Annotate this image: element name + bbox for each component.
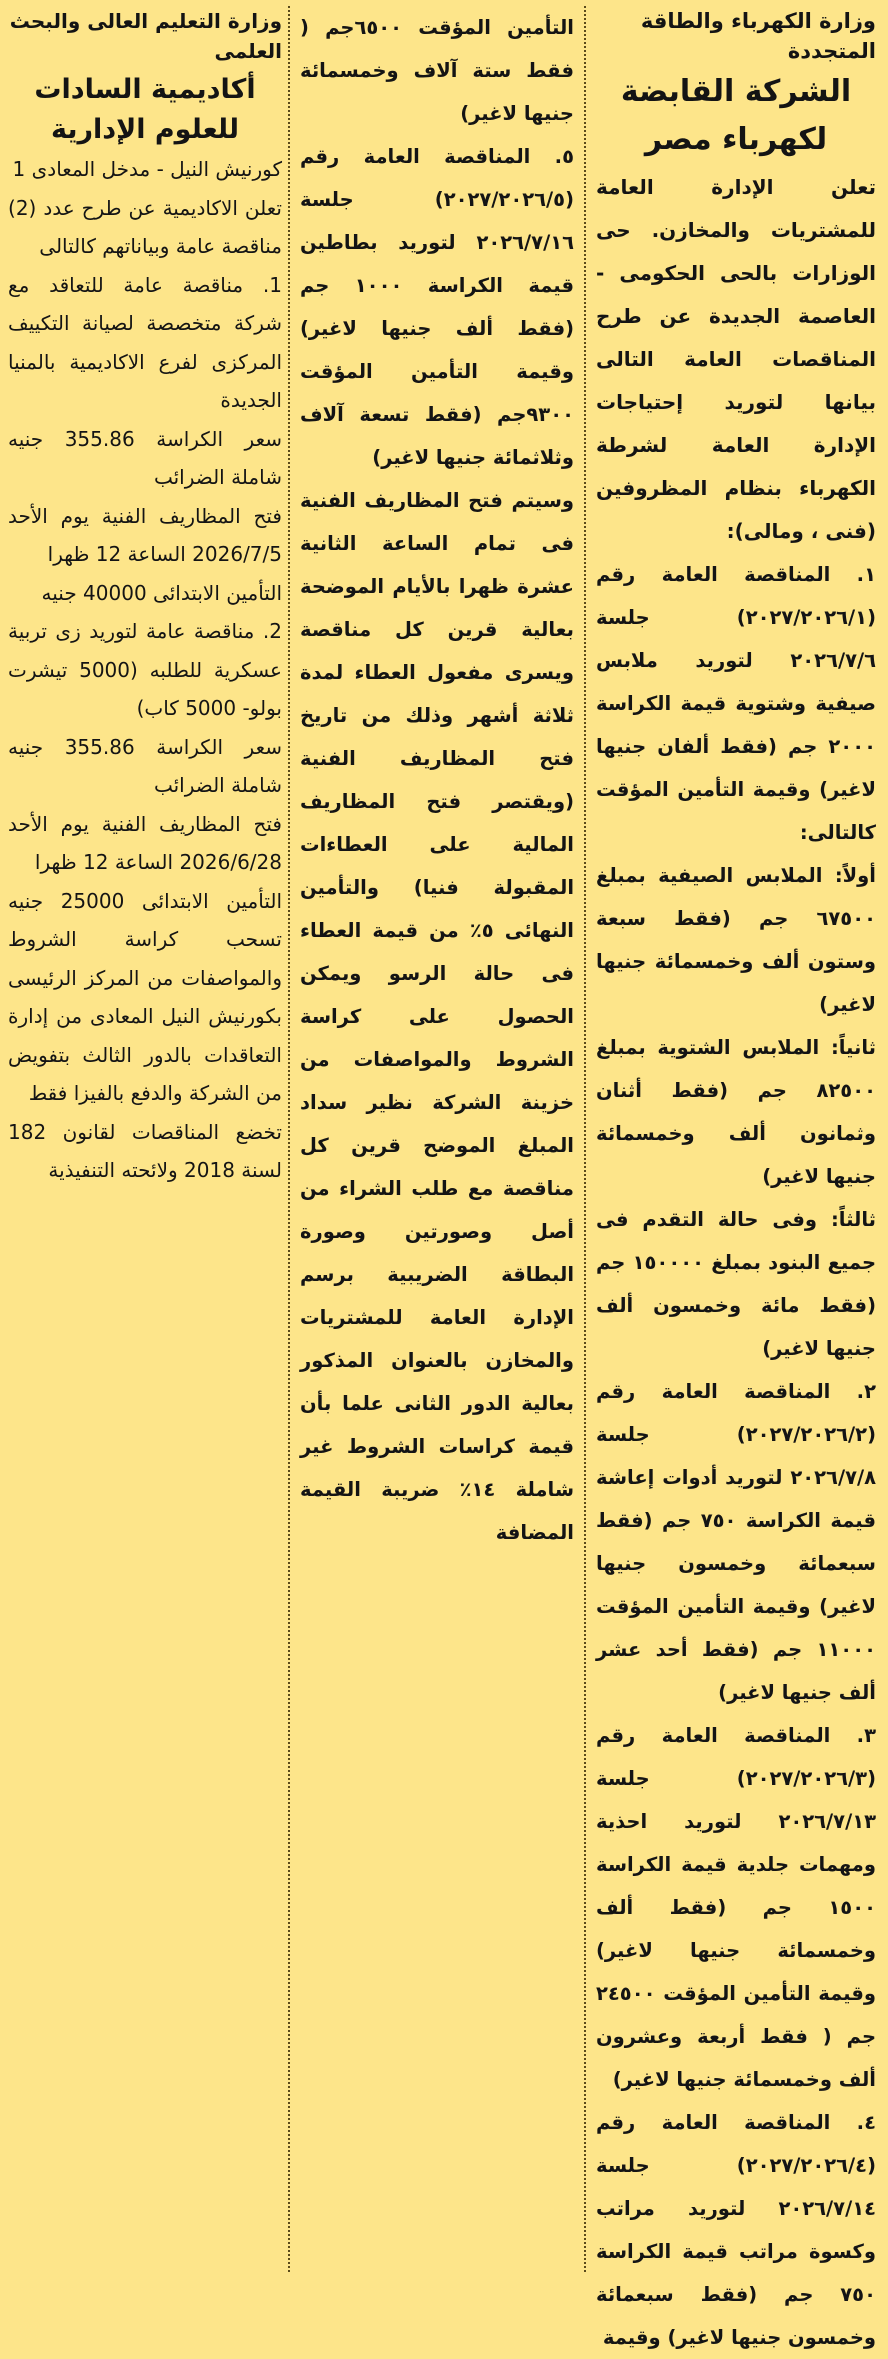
ministry-name: وزارة الكهرباء والطاقة المتجددة [640,9,876,63]
announcement-intro: تعلن الإدارة العامة للمشتريات والمخازن. حى الوزارات بالحى الحكومى - العاصمة الجديدة عن طرح المناقصات العامة التالى بيانها لتوريد إحتياجات الإدارة العامة لشرطة الكهرباء بنظام المظروفين (فنى ، ومالى): [596,175,876,543]
tender-terms: وسيتم فتح المظاريف الفنية فى تمام الساعة الثانية عشرة ظهرا بالأيام الموضحة بعالية قرين كل مناقصة ويسرى مفعول العطاء لمدة ثلاثة أشهر وذلك من تاريخ فتح المظاريف الفنية (ويقتصر فتح المظاريف المالية على العطاءات المقبولة فنيا) والتأمين النهائى ٥٪ من قيمة العطاء فى حالة الرسو ويمكن الحصول على كراسة الشروط والمواصفات من خزينة الشركة نظير سداد المبلغ الموضح قرين كل مناقصة مع طلب الشراء من أصل وصورتين وصورة البطاقة الضريبية برسم الإدارة العامة للمشتريات والمخازن بالعنوان المذكور بعالية الدور الثانى علما بأن قيمة كراسات الشروط غير شاملة ١٤٪ ضريبة القيمة المضافة [300,489,574,1544]
tender-item-1: ١. المناقصة العامة رقم (٢٠٢٧/٢٠٢٦/١) جلسة ٢٠٢٦/٧/٦ لتوريد ملابس صيفية وشتوية قيمة الكراسة ٢٠٠٠ جم (فقط ألفان جنيها لاغير) وقيمة التأمين المؤقت كالتالى: [596,563,876,844]
electricity-tender-column [584,6,884,2349]
academy-intro: تعلن الاكاديمية عن طرح عدد (2) مناقصة عامة وبياناتهم كالتالى [8,195,282,258]
academy-tender-1: 1. مناقصة عامة للتعاقد مع شركة متخصصة لصيانة التكييف المركزى لفرع الاكاديمية بالمنيا الجديدة [8,272,282,412]
academy-tender-1-price: سعر الكراسة 355.86 جنيه شاملة الضرائب [8,426,282,489]
tender-item-1-summer: أولاً: الملابس الصيفية بمبلغ ٦٧٥٠٠ جم (فقط سبعة وستون ألف وخمسمائة جنيها لاغير) [596,864,876,1016]
tender-item-4: ٤. المناقصة العامة رقم (٢٠٢٧/٢٠٢٦/٤) جلسة ٢٠٢٦/٧/١٤ لتوريد مراتب وكسوة مراتب قيمة الكراسة ٧٥٠ جم (فقط سبعمائة وخمسون جنيها لاغير) وقيمة [596,2111,876,2349]
tender-item-5: ٥. المناقصة العامة رقم (٢٠٢٧/٢٠٢٦/٥) جلسة ٢٠٢٦/٧/١٦ لتوريد بطاطين قيمة الكراسة ١٠٠٠ جم (فقط ألف جنيها لاغير) وقيمة التأمين المؤقت ٩٣٠٠جم (فقط تسعة آلاف وثلاثمائة جنيها لاغير) [300,145,574,469]
academy-tender-column [4,6,288,2272]
tender-continuation-column [288,6,584,2272]
tender-item-1-all: ثالثاً: وفى حالة التقدم فى جميع البنود بمبلغ ١٥٠٠٠٠ جم (فقط مائة وخمسون ألف جنيها لاغير) [596,1208,876,1360]
academy-name-line1: أكاديمية السادات [34,74,256,105]
academy-tender-2-opening: فتح المظاريف الفنية يوم الأحد 2026/6/28 الساعة 12 ظهرا [8,811,282,874]
academy-tender-1-opening: فتح المظاريف الفنية يوم الأحد 2026/7/5 الساعة 12 ظهرا [8,503,282,566]
academy-tender-1-guarantee: التأمين الابتدائى 40000 جنيه [41,580,282,605]
company-name-line2: لكهرباء مصر [644,122,828,157]
academy-name-line2: للعلوم الإدارية [50,114,240,145]
tender-item-3: ٣. المناقصة العامة رقم (٢٠٢٧/٢٠٢٦/٣) جلسة ٢٠٢٦/٧/١٣ لتوريد احذية ومهمات جلدية قيمة الكراسة ١٥٠٠ جم (فقط ألف وخمسمائة جنيها لاغير) وقيمة التأمين المؤقت ٢٤٥٠٠ جم ( فقط أربعة وعشرون ألف وخمسمائة جنيها لاغير) [596,1724,876,2091]
academy-tender-2-guarantee: التأمين الابتدائى 25000 جنيه تسحب كراسة الشروط والمواصفات من المركز الرئيسى بكورنيش النيل المعادى من إدارة التعاقدات بالدور الثالث بتفويض من الشركة والدفع بالفيزا فقط [8,888,283,1105]
tender-item-2: ٢. المناقصة العامة رقم (٢٠٢٧/٢٠٢٦/٢) جلسة ٢٠٢٦/٧/٨ لتوريد أدوات إعاشة قيمة الكراسة ٧٥٠ جم (فقط سبعمائة وخمسون جنيها لاغير) وقيمة التأمين المؤقت ١١٠٠٠ جم (فقط أحد عشر ألف جنيها لاغير) [596,1380,876,1704]
academy-ministry-name: وزارة التعليم العالى والبحث العلمى [9,9,282,63]
academy-tender-2: 2. مناقصة عامة لتوريد زى تربية عسكرية للطلبه (5000 تيشرت بولو- 5000 كاب) [8,619,282,720]
academy-address: كورنيش النيل - مدخل المعادى 1 [12,157,282,181]
academy-tender-2-price: سعر الكراسة 355.86 جنيه شاملة الضرائب [8,734,282,797]
company-name-line1: الشركة القابضة [620,74,852,109]
tender-item-1-winter: ثانياً: الملابس الشتوية بمبلغ ٨٢٥٠٠ جم (فقط أثنان وثمانون ألف وخمسمائة جنيها لاغير) [596,1036,876,1188]
academy-law-note: تخضع المناقصات لقانون 182 لسنة 2018 ولائحته التنفيذية [8,1119,282,1182]
tender-item-4-guarantee: التأمين المؤقت ٦٥٠٠جم ( فقط ستة آلاف وخمسمائة جنيها لاغير) [300,16,574,125]
